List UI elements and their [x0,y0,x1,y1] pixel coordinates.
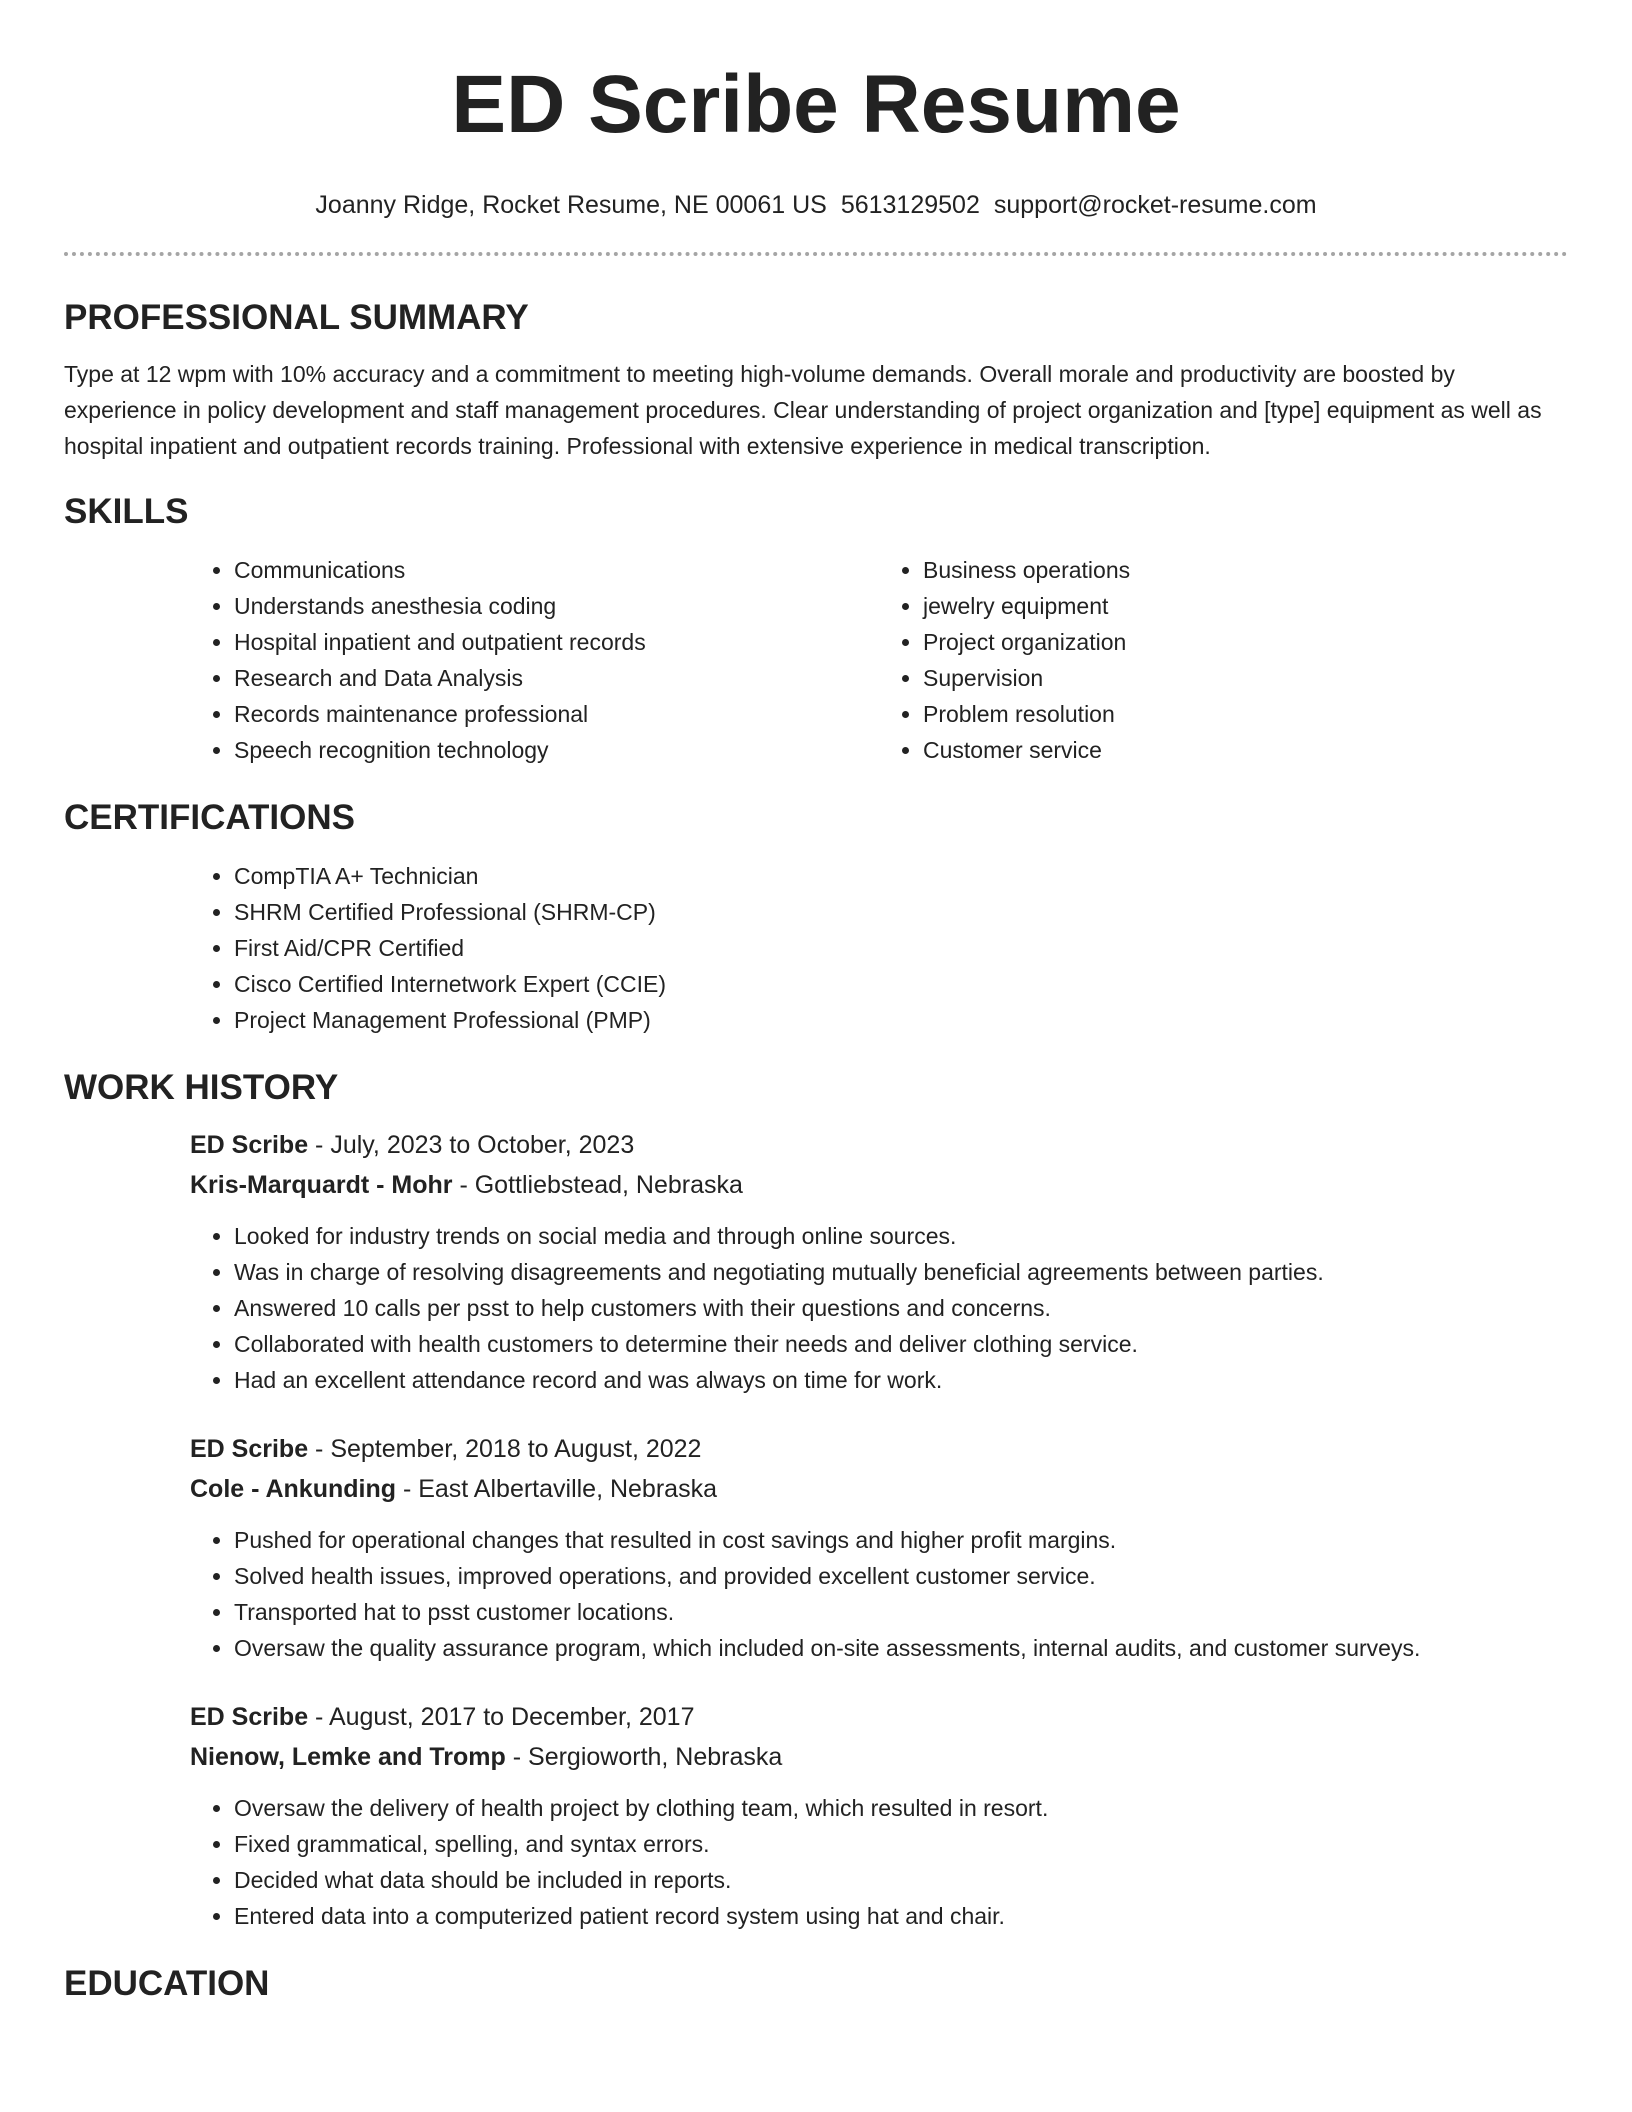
skill-item: • Research and Data Analysis [234,660,879,696]
job-bullet: • Solved health issues, improved operations, and provided excellent customer service. [234,1558,1568,1594]
skills-column-right [879,552,1568,768]
skill-item: • Supervision [923,660,1568,696]
job-bullet: • Pushed for operational changes that resulted in cost savings and higher profit margins. [234,1522,1568,1558]
job-bullet: • Fixed grammatical, spelling, and syntax errors. [234,1826,1568,1862]
certification-item: • First Aid/CPR Certified [234,930,1568,966]
job-entry [190,1698,1568,1934]
resume-page [64,0,1568,2004]
skill-item: • jewelry equipment [923,588,1568,624]
job-bullets [190,1218,1568,1398]
job-location: - East Albertaville, Nebraska [396,1475,717,1503]
certification-item: • Cisco Certified Internetwork Expert (CCIE) [234,966,1568,1002]
job-bullet: • Collaborated with health customers to determine their needs and deliver clothing service. [234,1326,1568,1362]
job-dates: - August, 2017 to December, 2017 [308,1703,695,1731]
job-company-line [190,1166,1568,1204]
contact-line [64,190,1568,220]
job-company: Cole - Ankunding [190,1475,396,1503]
job-company: Kris-Marquardt - Mohr [190,1171,453,1199]
job-title: ED Scribe [190,1435,309,1463]
certification-item: • SHRM Certified Professional (SHRM-CP) [234,894,1568,930]
job-bullet: • Oversaw the quality assurance program, which included on-site assessments, internal audits, and customer surveys. [234,1630,1568,1666]
job-dates: - July, 2023 to October, 2023 [308,1131,635,1159]
skills-list [190,552,1568,768]
job-bullet: • Transported hat to psst customer locations. [234,1594,1568,1630]
summary-heading: PROFESSIONAL SUMMARY [64,298,529,337]
skill-item: • Project organization [923,624,1568,660]
skills-column-left [190,552,879,768]
job-location: - Gottliebstead, Nebraska [452,1171,743,1199]
job-location: - Sergioworth, Nebraska [505,1743,783,1771]
certification-item: • Project Management Professional (PMP) [234,1002,1568,1038]
job-company-line [190,1738,1568,1776]
contact-phone: 5613129502 [840,191,980,219]
certifications-heading: CERTIFICATIONS [64,798,356,837]
certification-item: • CompTIA A+ Technician [234,858,1568,894]
job-title: ED Scribe [190,1131,309,1159]
job-bullet: • Had an excellent attendance record and was always on time for work. [234,1362,1568,1398]
resume-title: ED Scribe Resume [451,59,1181,150]
job-bullet: • Looked for industry trends on social media and through online sources. [234,1218,1568,1254]
education-heading: EDUCATION [64,1964,270,2003]
skill-item: • Customer service [923,732,1568,768]
skill-item: • Communications [234,552,879,588]
job-entry [190,1430,1568,1666]
summary-text: Type at 12 wpm with 10% accuracy and a commitment to meeting high-volume demands. Overall morale and productivity are boosted by experience in policy development and staff management procedures. Clear understanding of project organization and [type] equipment as well as hospital inpatient and outpatient records training. Professional with extensive experience in medical transcription. [64,361,1542,459]
job-bullets [190,1790,1568,1934]
job-bullet: • Was in charge of resolving disagreements and negotiating mutually beneficial agreements between parties. [234,1254,1568,1290]
job-bullets [190,1522,1568,1666]
job-dates: - September, 2018 to August, 2022 [308,1435,702,1463]
certifications-list [190,858,1568,1038]
job-bullet: • Oversaw the delivery of health project by clothing team, which resulted in resort. [234,1790,1568,1826]
skill-item: • Speech recognition technology [234,732,879,768]
contact-email: support@rocket-resume.com [993,191,1317,219]
job-bullet: • Entered data into a computerized patient record system using hat and chair. [234,1898,1568,1934]
skill-item: • Records maintenance professional [234,696,879,732]
job-title-line [190,1126,1568,1164]
job-company-line [190,1470,1568,1508]
job-entry [190,1126,1568,1398]
skill-item: • Problem resolution [923,696,1568,732]
job-bullet: • Decided what data should be included in reports. [234,1862,1568,1898]
job-title-line [190,1698,1568,1736]
skills-heading: SKILLS [64,492,189,531]
header-divider [64,252,1568,256]
job-bullet: • Answered 10 calls per psst to help customers with their questions and concerns. [234,1290,1568,1326]
job-title-line [190,1430,1568,1468]
job-title: ED Scribe [190,1703,309,1731]
skill-item: • Understands anesthesia coding [234,588,879,624]
contact-address: Joanny Ridge, Rocket Resume, NE 00061 US [315,191,827,219]
work-history-heading: WORK HISTORY [64,1068,339,1107]
skill-item: • Hospital inpatient and outpatient records [234,624,879,660]
job-company: Nienow, Lemke and Tromp [190,1743,506,1771]
skill-item: • Business operations [923,552,1568,588]
